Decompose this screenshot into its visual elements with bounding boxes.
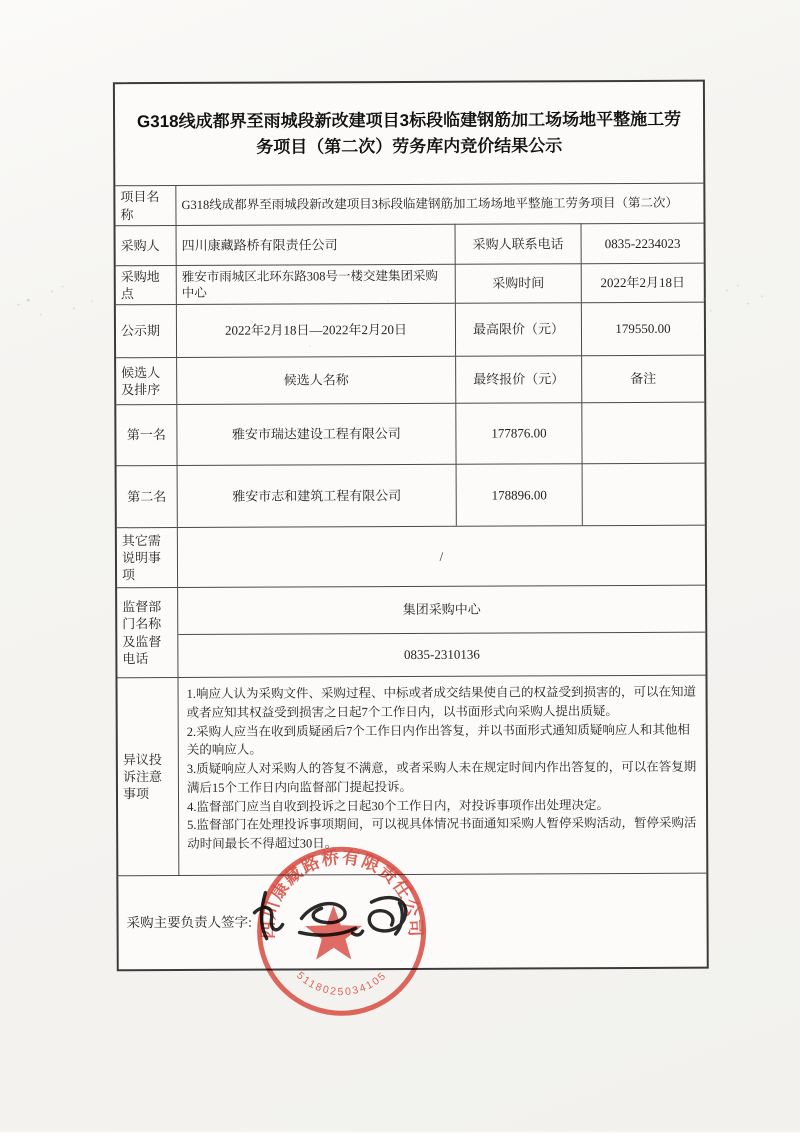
company-seal: [246, 836, 437, 1027]
svg-text:5118025034105: [294, 969, 390, 998]
value-max-price: 179550.00: [581, 302, 704, 356]
value-purchaser-phone: 0835-2234023: [581, 223, 704, 264]
rank-second-name: 雅安市志和建筑工程有限公司: [177, 464, 456, 527]
objection-item-3: 3.质疑响应人对采购人的答复不满意，或者采购人未在规定时间内作出答复的，可以在答复期满后15个工作日内向监督部门提起投诉。: [186, 759, 697, 795]
header-candidate-rank: 候选人及排序: [116, 357, 176, 404]
rank-second-price: 178896.00: [456, 463, 582, 526]
rank-first-name: 雅安市瑞达建设工程有限公司: [176, 403, 455, 465]
rank-first-remark: [581, 402, 704, 464]
header-remark: 备注: [581, 355, 704, 403]
label-objection: 异议投诉注意事项: [117, 677, 178, 875]
label-project-name: 项目名称: [115, 185, 175, 225]
supervision-values: [177, 585, 705, 677]
supervision-dept: 集团采购中心: [178, 586, 705, 635]
page-title: G318线成都界至雨城段新改建项目3标段临建钢筋加工场场地平整施工劳务项目（第二次）劳务库内竞价结果公示: [136, 109, 682, 157]
rank-second-label: 第二名: [117, 465, 177, 527]
value-publicity-period: 2022年2月18日—2022年2月20日: [176, 303, 455, 357]
value-purchaser: 四川康藏路桥有限责任公司: [176, 224, 455, 265]
label-purchaser: 采购人: [116, 225, 176, 265]
scan-noise: [0, 0, 798, 2]
objection-item-5: 5.监督部门在处理投诉事项期间，可以视具体情况书面通知采购人暂停采购活动，暂停采购活动时间最长不得超过30日。: [187, 815, 697, 851]
header-candidate-name: 候选人名称: [176, 356, 455, 404]
value-project-name: G318线成都界至雨城段新改建项目3标段临建钢筋加工场场地平整施工劳务项目（第二次）: [175, 183, 703, 225]
label-publicity-period: 公示期: [116, 304, 176, 357]
seal-company-name: 四川康藏路桥有限责任公司: [257, 846, 426, 939]
label-purchaser-phone: 采购人联系电话: [455, 223, 581, 264]
rank-first-price: 177876.00: [455, 402, 581, 464]
rank-second-remark: [582, 463, 705, 526]
svg-text:四川康藏路桥有限责任公司: [257, 846, 426, 939]
star-icon: [305, 905, 362, 960]
signature-label: 采购主要负责人签字:: [126, 914, 252, 930]
objection-item-2: 2.采购人应当在收到质疑函后7个工作日内作出答复，并以书面形式通知质疑响应人和其他相关的响应人。: [186, 722, 690, 758]
header-final-price: 最终报价（元）: [455, 355, 581, 403]
rank-first-label: 第一名: [116, 404, 176, 465]
value-location: 雅安市雨城区北环东路308号一楼交建集团采购中心: [176, 264, 455, 304]
label-other-notes: 其它需说明事项: [117, 527, 177, 587]
supervision-phone: 0835-2310136: [403, 646, 480, 663]
label-supervision: 监督部门名称及监督电话: [117, 587, 177, 677]
seal-number: 5118025034105: [294, 969, 390, 999]
value-purchase-time: 2022年2月18日: [581, 263, 704, 303]
objection-item-1: 1.响应人认为采购文件、采购过程、中标或者成交结果使自己的权益受到损害的，可以在知道或者应知其权益受到损害之日起7个工作日内，以书面形式向采购人提出质疑。: [186, 684, 696, 720]
label-purchase-time: 采购时间: [455, 263, 581, 303]
label-max-price: 最高限价（元）: [455, 302, 581, 356]
value-other-notes: /: [177, 525, 705, 587]
label-location: 采购地点: [116, 265, 176, 304]
objection-item-4: 4.监督部门应当自收到投诉之日起30个工作日内，对投诉事项作出处理决定。: [187, 797, 609, 814]
